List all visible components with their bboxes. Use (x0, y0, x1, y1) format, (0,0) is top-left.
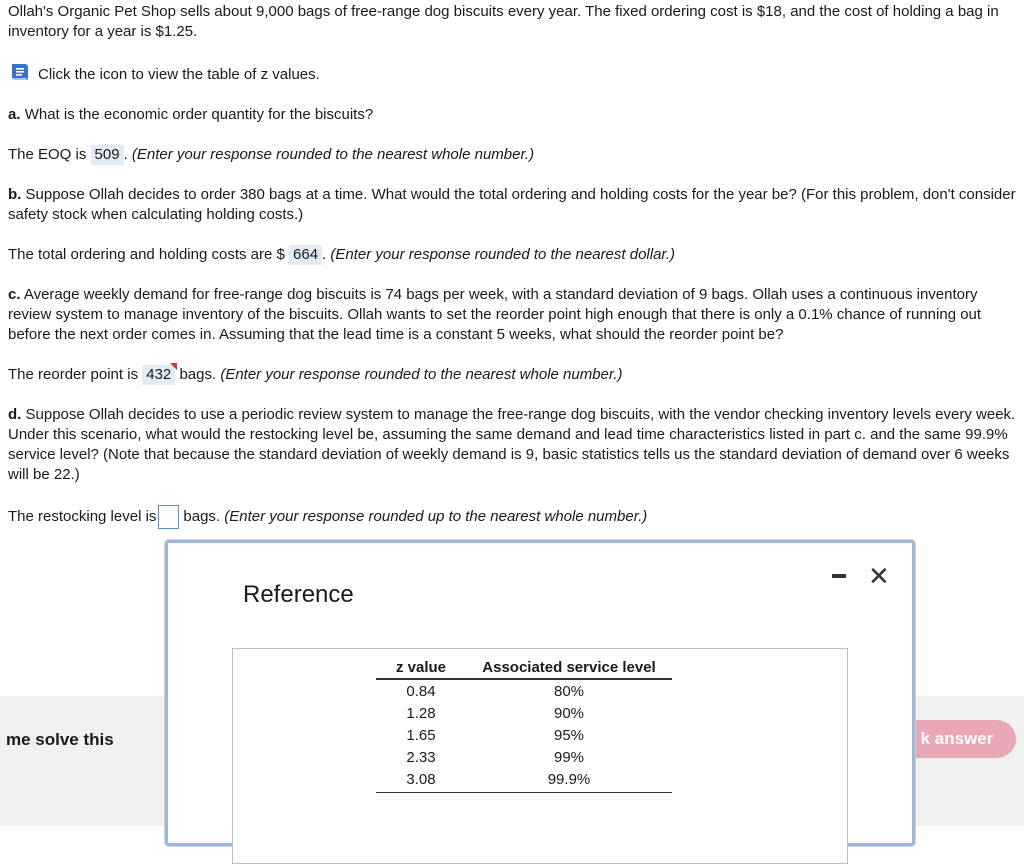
service-level-cell: 95% (553, 727, 585, 744)
part-d-answer-suffix: bags. (183, 507, 221, 525)
book-icon[interactable] (8, 61, 32, 89)
part-a-answer-suffix: . (123, 146, 128, 163)
part-c-question-text: Average weekly demand for free-range dog biscuits is 74 bags per week, with a standard deviation of 9 bags. Ollah uses a continuous inventory review system to manage inventory of the biscuits. Ollah wants to set the reorder point high enough that there is only a 0.1% chance of running out before the next order comes in. Assuming that the lead time is a constant 5 weeks, what should the reorder point be? (8, 286, 982, 343)
part-d-answer-row (8, 505, 1016, 529)
z-table-link-row (8, 61, 1016, 89)
part-b-question-text: Suppose Ollah decides to order 380 bags at a time. What would the total ordering and holding costs for the year be? (For this problem, don't consider safety stock when calculating holding costs.) (8, 186, 1016, 223)
part-d-answer-hint: (Enter your response rounded up to the nearest whole number.) (224, 507, 648, 525)
service-level-cell: 99% (553, 749, 585, 766)
part-c-answer-prefix: The reorder point is (8, 366, 139, 383)
part-b-answer-field[interactable]: 664 (289, 245, 322, 265)
part-c-question (8, 285, 1016, 345)
minimize-icon[interactable] (832, 574, 846, 578)
problem-intro: Ollah's Organic Pet Shop sells about 9,000 bags of free-range dog biscuits every year. The fixed ordering cost is $18, and the cost of holding a bag in inventory for a year is $1.25. (8, 3, 999, 40)
part-c-answer-row (8, 365, 1016, 385)
z-value-cell: 1.65 (406, 727, 436, 744)
z-value-cell: 3.08 (376, 768, 466, 793)
service-level-cell: 99.9% (466, 768, 672, 793)
z-value-table (376, 655, 672, 793)
part-b-answer-prefix: The total ordering and holding costs are $ (8, 246, 285, 263)
z-table-link-text[interactable]: Click the icon to view the table of z values. (38, 65, 320, 83)
table-row (376, 724, 672, 746)
part-d-answer-input[interactable] (158, 505, 179, 529)
z-value-cell: 2.33 (406, 749, 436, 766)
part-a-answer-hint: (Enter your response rounded to the nearest whole number.) (131, 146, 535, 163)
z-value-cell: 0.84 (406, 683, 436, 700)
part-d-label: d. (8, 406, 22, 423)
part-c-answer-suffix: bags. (179, 366, 217, 383)
z-table-container (232, 648, 848, 864)
service-level-header: Associated service level (466, 655, 672, 679)
part-b-answer-hint: (Enter your response rounded to the nearest dollar.) (330, 246, 676, 263)
part-a-answer-row (8, 145, 1016, 165)
z-value-header: z value (376, 655, 466, 679)
service-level-cell: 80% (553, 683, 585, 700)
help-me-solve-button[interactable]: me solve this (6, 730, 114, 749)
table-row (376, 768, 672, 793)
part-c-answer-field[interactable]: 432 (142, 365, 175, 385)
part-b-label: b. (8, 186, 22, 203)
part-b-question (8, 185, 1016, 225)
part-a-question (8, 105, 1016, 125)
table-row (376, 679, 672, 702)
part-a-question-text: What is the economic order quantity for the biscuits? (24, 106, 374, 123)
part-d-question (8, 405, 1016, 485)
close-icon[interactable]: ✕ (868, 561, 890, 591)
modal-title: Reference (243, 581, 354, 608)
ask-answer-button[interactable]: k answer (898, 720, 1016, 758)
service-level-cell: 90% (553, 705, 585, 722)
reference-modal (165, 540, 915, 846)
part-b-answer-suffix: . (322, 246, 327, 263)
z-value-cell: 1.28 (406, 705, 436, 722)
part-d-question-text: Suppose Ollah decides to use a periodic review system to manage the free-range dog biscuits, with the vendor checking inventory levels every week. Under this scenario, what would the restocking level be, assuming the same demand and lead time characteristics listed in part c. and the same 99.9% service level? (Note that because the standard deviation of weekly demand is 9, basic statistics tells us the standard deviation of demand over 6 weeks will be 22.) (8, 406, 1016, 483)
part-c-label: c. (8, 286, 21, 303)
part-a-answer-prefix: The EOQ is (8, 146, 87, 163)
table-header-row (376, 655, 672, 679)
part-a-label: a. (8, 106, 21, 123)
table-row (376, 702, 672, 724)
part-d-answer-prefix: The restocking level is (8, 507, 157, 525)
table-row (376, 746, 672, 768)
part-a-answer-field[interactable]: 509 (91, 145, 124, 165)
part-b-answer-row (8, 245, 1016, 265)
part-c-answer-hint: (Enter your response rounded to the nearest whole number.) (220, 366, 623, 383)
